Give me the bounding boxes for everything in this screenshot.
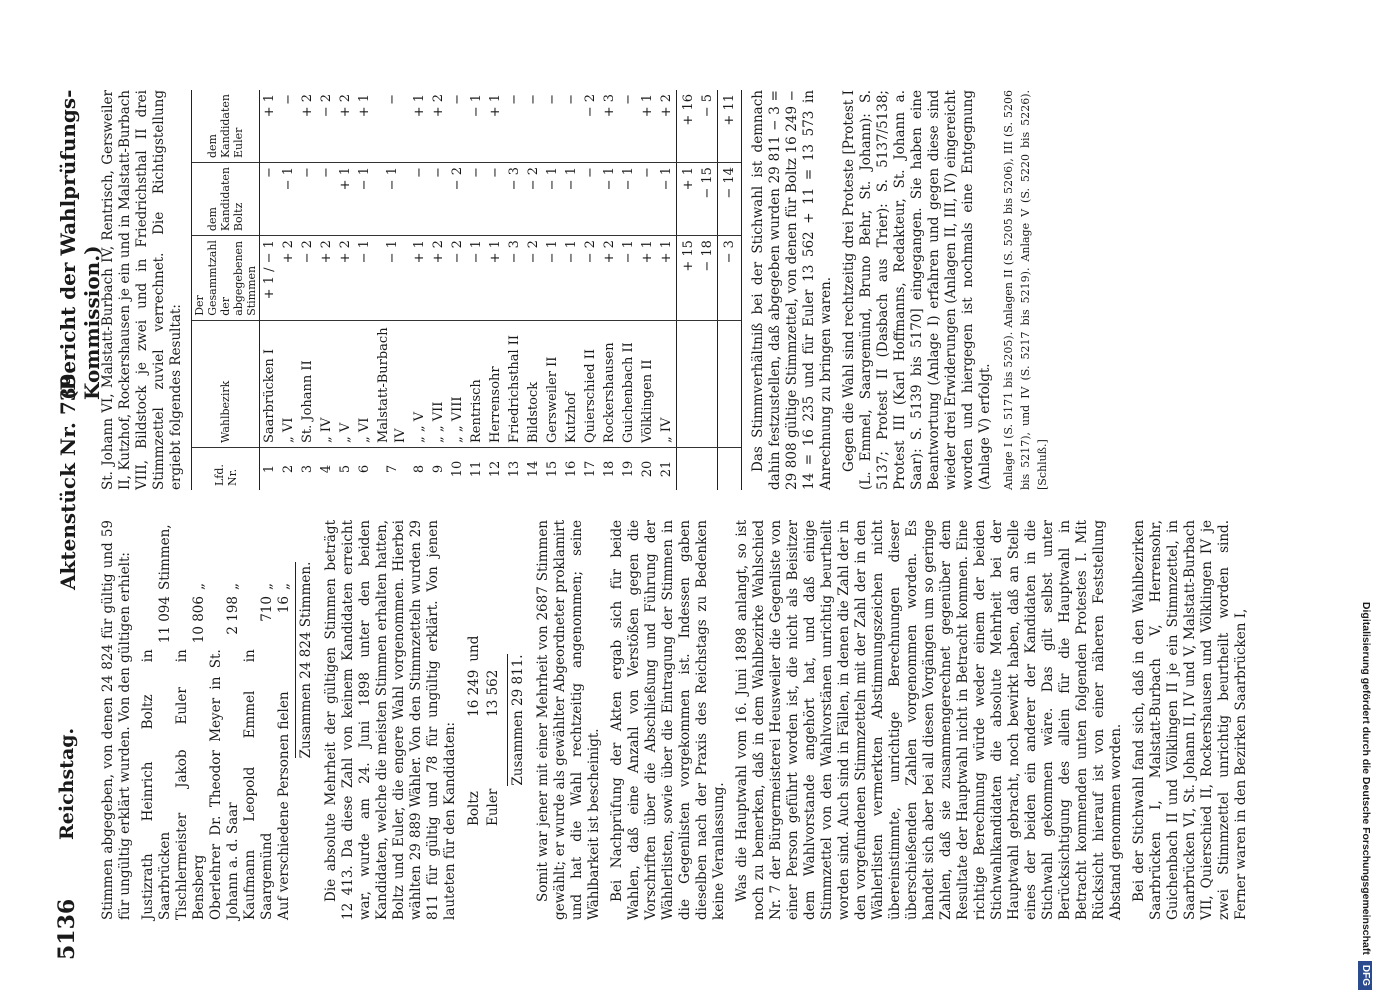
district-name: Rockershausen: [600, 320, 619, 447]
total-cell: − 5: [698, 90, 718, 163]
candidate-votes: 11 094: [157, 596, 173, 644]
row-number: 3: [300, 464, 315, 474]
left-column: [100, 520, 1256, 920]
header-boltz: dem Kandidaten Boltz: [192, 163, 260, 236]
table-row: [429, 90, 448, 490]
district-name: Friedrichsthal II: [505, 320, 524, 447]
row-number: 16: [564, 460, 579, 478]
right-column: [100, 90, 1057, 490]
table-row: [657, 90, 677, 490]
total-change: − 1: [543, 236, 562, 321]
boltz-change: −: [638, 163, 657, 236]
total-change: + 2: [600, 236, 619, 321]
total-cell: + 1: [677, 163, 699, 236]
credit-text: Digitalisierung gefördert durch die Deutsche Forschungsgemeinschaft: [1360, 601, 1372, 955]
final-cell: + 11: [718, 90, 742, 163]
total-change: + 1: [410, 236, 429, 321]
total-change: + 1 / − 1: [260, 236, 280, 321]
row-number: 6: [357, 464, 372, 474]
total-change: − 1: [619, 236, 638, 321]
district-name: „ V: [336, 320, 355, 447]
row-number: 4: [319, 464, 334, 474]
boltz-change: −: [410, 163, 429, 236]
euler-change: − 2: [317, 90, 336, 163]
euler-change: + 1: [486, 90, 505, 163]
runoff-votes-table: [465, 610, 503, 830]
row-number: 13: [507, 460, 522, 478]
euler-change: −: [524, 90, 543, 163]
district-name: Völklingen II: [638, 320, 657, 447]
runoff-votes: 13 562: [485, 669, 501, 717]
table-row: [543, 90, 562, 490]
district-name: „ VI: [355, 320, 374, 447]
paragraph: Die absolute Mehrheit der gültigen Stimmen beträgt 12 413. Da diese Zahl von keinem Kandidaten erreicht war, wurde am 24. Juni 1898 unter den beiden Kandidaten, welche die meisten Stimmen erhalten hatten, Boltz und Euler, die engere Wahl vorgenommen. Hierbei wählten 29 889 Wähler. Von den Stimmzetteln wurden 29 811 für gültig und 78 für ungültig erklärt. Von jenen lauteten für den Kandidaten:: [323, 520, 458, 920]
boltz-change: −: [486, 163, 505, 236]
total-change: − 1: [467, 236, 486, 321]
euler-change: −: [562, 90, 581, 163]
row-number: 19: [621, 460, 636, 478]
runoff-sum-label: Zusammen: [510, 710, 526, 786]
paragraph: Gegen die Wahl sind rechtzeitig drei Proteste [Protest I (L. Emmel, Saargemünd, Bruno Behr, St. Johann): S. 5137; Protest II (Dasbach aus Trier): S. 5137/5138; Protest III (Karl Hoffmanns, Redakteur, St. Johann a. Saar): S. 5139 bis 5170] eingegangen. Sie haben eine Beantwortung (Anlage I) erfahren und gegen diese sind wieder drei Erwiderungen (Anlagen II, III, IV) eingereicht worden und hiergegen ist nochmals eine Entgegnung (Anlage V) erfolgt.: [841, 90, 993, 490]
row-number: 17: [583, 460, 598, 478]
euler-change: + 1: [355, 90, 374, 163]
header-nr: Lfd. Nr.: [192, 448, 260, 491]
row-number: 7: [384, 464, 400, 474]
total-change: + 2: [429, 236, 448, 321]
runoff-row: [484, 610, 503, 830]
district-name: „ IV: [657, 320, 677, 447]
dfg-logo: DFG: [1358, 961, 1372, 990]
total-change: − 2: [298, 236, 317, 321]
district-name: „ IV: [317, 320, 336, 447]
district-name: Herrensohr: [486, 320, 505, 447]
euler-change: + 2: [298, 90, 317, 163]
candidate-sum: [295, 520, 315, 920]
candidate-votes: 710: [259, 596, 275, 622]
total-cell: + 15: [677, 236, 699, 321]
total-cell: − 18: [698, 236, 718, 321]
row-number: 21: [659, 460, 674, 478]
euler-change: −: [448, 90, 467, 163]
district-name: St. Johann II: [298, 320, 317, 447]
row-number: 11: [469, 460, 484, 478]
candidate-unit: Stimmen,: [157, 524, 173, 590]
runoff-row: [465, 610, 484, 830]
row-number: 18: [602, 460, 617, 478]
table-row: [505, 90, 524, 490]
table-row: [600, 90, 619, 490]
district-name: „ „ VII: [429, 320, 448, 447]
paragraph: Bei der Stichwahl fand sich, daß in den Wahlbezirken Saarbrücken I, Malstatt-Burbach V, Herrensohr, Guichenbach II und Völklingen II je ein Stimmzettel, in Saarbrücken VI, St. Johann II, IV und V, Malstatt-Burbach VII, Quierschied II, Rockershausen und Völklingen IV je zwei Stimmzettel unrichtig beurtheilt worden sind. Ferner waren in den Bezirken Saarbrücken I,: [1131, 520, 1249, 920]
row-number: 20: [640, 460, 655, 478]
district-name: Saarbrücken I: [260, 320, 280, 447]
final-row: [718, 90, 742, 490]
runoff-sum-value: 29 811.: [510, 654, 526, 706]
boltz-change: − 1: [600, 163, 619, 236]
row-number: 1: [262, 464, 277, 474]
candidate-unit: „: [225, 583, 241, 590]
table-row: [279, 90, 298, 490]
candidate-row: [174, 520, 208, 920]
euler-change: − 1: [467, 90, 486, 163]
total-change: − 1: [355, 236, 374, 321]
euler-change: + 3: [600, 90, 619, 163]
candidate-name: Oberlehrer Dr. Theodor Meyer in St. Johann a. d. Saar: [208, 649, 241, 920]
paragraph: Das Stimmverhältniß bei der Stichwahl ist demnach dahin festzustellen, daß abgegeben wurden 29 811 − 3 = 29 808 gültige Stimmzettel, von denen für Boltz 16 249 − 14 = 16 235 und für Euler 13 562 + 11 = 13 573 in Anrechnung zu bringen waren.: [750, 90, 834, 490]
paragraph: Bei Nachprüfung der Akten ergab sich für beide Wahlen, daß eine Anzahl von Verstößen gegen die Vorschriften über die Abschließung und Führung der Wählerlisten, sowie über die Eintragung der Stimmen in die Gegenlisten vorgekommen ist. Indessen gaben dieselben nach der Praxis des Reichstags zu Bedenken keine Veranlassung.: [609, 520, 727, 920]
document-number: Aktenstück Nr. 739.: [56, 366, 80, 590]
header-euler: dem Kandidaten Euler: [192, 90, 260, 163]
publisher-label: Reichstag.: [56, 727, 78, 840]
candidate-name: Kaufmann Leopold Emmel in Saargemünd: [242, 649, 275, 920]
district-name: Gersweiler II: [543, 320, 562, 447]
runoff-suffix: und: [466, 635, 482, 662]
table-row: [317, 90, 336, 490]
table-row: [355, 90, 374, 490]
runoff-name: Euler: [485, 788, 501, 826]
total-cell: + 16: [677, 90, 699, 163]
runoff-votes: 16 249: [466, 669, 482, 717]
table-row: [562, 90, 581, 490]
district-name: Kutzhof: [562, 320, 581, 447]
candidate-votes: 2 198: [225, 596, 241, 635]
district-name: Guichenbach II: [619, 320, 638, 447]
candidate-votes: 10 806: [191, 596, 207, 644]
digitization-credit: [1355, 0, 1383, 1000]
margin-notes: Anlage I (S. 5171 bis 5205). Anlagen II (S. 5205 bis 5206), III (S. 5206 bis 5217), und IV (S. 5217 bis 5219). Anlage V (S. 5220 bis 5226). [Schluß.]: [1002, 90, 1049, 490]
total-change: + 1: [638, 236, 657, 321]
boltz-change: −: [298, 163, 317, 236]
candidate-row: [208, 520, 242, 920]
boltz-change: − 1: [355, 163, 374, 236]
total-change: + 2: [336, 236, 355, 321]
report-title: (Bericht der Wahlprüfungs-Kommission.): [56, 89, 104, 400]
euler-change: + 2: [657, 90, 677, 163]
boltz-change: − 3: [505, 163, 524, 236]
euler-change: −: [374, 90, 410, 163]
paragraph: St. Johann VI, Malstatt-Burbach IV, Rentrisch, Gersweiler II, Kutzhof, Rockershausen je ein und in Malstatt-Burbach VIII, Bildstock je zwei und in Friedrichsthal II drei Stimmzettel zuviel verrechnet. Die Richtigstellung ergiebt folgendes Resultat:: [100, 90, 184, 490]
boltz-change: − 2: [524, 163, 543, 236]
paragraph: Stimmen abgegeben, von denen 24 824 für gültig und 59 für ungültig erklärt wurden. Von den gültigen erhielt:: [100, 520, 133, 920]
total-change: − 1: [562, 236, 581, 321]
total-change: − 2: [448, 236, 467, 321]
district-name: Rentrisch: [467, 320, 486, 447]
euler-change: + 1: [410, 90, 429, 163]
boltz-change: −: [317, 163, 336, 236]
district-name: Bildstock: [524, 320, 543, 447]
table-row: [467, 90, 486, 490]
boltz-change: − 1: [543, 163, 562, 236]
boltz-change: −: [467, 163, 486, 236]
final-cell: − 14: [718, 163, 742, 236]
candidate-unit: „: [191, 583, 207, 590]
row-number: 15: [545, 460, 560, 478]
page-header: [50, 40, 104, 960]
district-name: „ „ VIII: [448, 320, 467, 447]
candidate-votes: 16: [276, 596, 292, 614]
candidate-unit: „: [259, 583, 275, 590]
candidate-votes-table: [140, 520, 293, 920]
total-change: − 1: [374, 236, 410, 321]
paragraph: Somit war jener mit einer Mehrheit von 2687 Stimmen gewählt; er wurde als gewählter Abgeordneter proklamirt und hat die Wahl rechtzeitig angenommen; seine Wählbarkeit ist bescheinigt.: [535, 520, 602, 920]
table-row: [486, 90, 505, 490]
paragraph: Was die Hauptwahl vom 16. Juni 1898 anlangt, so ist noch zu bemerken, daß in dem Wahlbezirke Wahlschied Nr. 7 der Bürgermeisterei Heusweiler die Gegenliste von einer Person geführt worden ist, die nicht als Beisitzer dem Wahlvorstande angehört hat, und daß einige Stimmzettel von den Wahlvorstänen unrichtig beurtheilt worden sind. Auch sind in Fällen, in denen die Zahl der in den vorgefundenen Stimmzetteln mit der Zahl der in den Wählerlisten vermerkten Abstimmungszeichen nicht übereinstimmte, unrichtige Berechnungen dieser überschießenden Zahlen vorgenommen worden. Es handelt sich aber bei all diesen Vorgängen um so geringe Zahlen, daß sie zusammengerechnet gegenüber dem Resultate der Hauptwahl nicht in Betracht kommen. Eine richtige Berechnung würde weder einem der beiden Stichwahlkandidaten die absolute Mehrheit bei der Hauptwahl gebracht, noch bewirkt haben, daß an Stelle eines der beiden ein anderer der Kandidaten in die Stichwahl gekommen wäre. Das gilt selbst unter Berücksichtigung des allein für die Hauptwahl in Betracht kommenden unten folgenden Protestes I. Mit Rücksicht hierauf ist von einer näheren Feststellung Abstand genommen worden.: [734, 520, 1124, 920]
totals-minus-row: [698, 90, 718, 490]
candidate-row: [276, 520, 293, 920]
runoff-name: Boltz: [466, 791, 482, 826]
boltz-change: − 1: [619, 163, 638, 236]
row-number: 8: [412, 464, 427, 474]
candidate-row: [242, 520, 276, 920]
total-change: + 1: [486, 236, 505, 321]
district-name: „ VI: [279, 320, 298, 447]
candidate-row: [140, 520, 174, 920]
total-change: − 2: [524, 236, 543, 321]
table-row: [336, 90, 355, 490]
boltz-change: − 1: [562, 163, 581, 236]
boltz-change: − 1: [657, 163, 677, 236]
total-change: + 2: [317, 236, 336, 321]
boltz-change: − 1: [374, 163, 410, 236]
boltz-change: − 2: [448, 163, 467, 236]
table-row: [524, 90, 543, 490]
sum-value: 24 824 Stimmen.: [298, 561, 314, 679]
euler-change: + 2: [336, 90, 355, 163]
euler-change: −: [619, 90, 638, 163]
total-change: − 3: [505, 236, 524, 321]
boltz-change: −: [429, 163, 448, 236]
table-row: [298, 90, 317, 490]
final-cell: − 3: [718, 236, 742, 321]
row-number: 2: [281, 464, 296, 474]
correction-table: [191, 90, 742, 490]
row-number: 10: [450, 460, 465, 478]
euler-change: −: [543, 90, 562, 163]
candidate-unit: „: [276, 583, 292, 590]
total-change: + 2: [279, 236, 298, 321]
runoff-sum: [507, 520, 527, 920]
total-cell: − 15: [698, 163, 718, 236]
district-name: Quierschied II: [581, 320, 600, 447]
euler-change: − 2: [581, 90, 600, 163]
runoff-suffix: [484, 610, 503, 666]
euler-change: + 2: [429, 90, 448, 163]
row-number: 9: [431, 464, 446, 474]
row-number: 5: [338, 464, 353, 474]
boltz-change: + 1: [336, 163, 355, 236]
euler-change: + 1: [260, 90, 280, 163]
candidate-name: Tischlermeister Jakob Euler in Bensberg: [174, 649, 207, 920]
table-row: [581, 90, 600, 490]
district-name: „ „ V: [410, 320, 429, 447]
page-number: 5136: [54, 898, 80, 960]
sum-label: Zusammen: [298, 683, 314, 759]
district-name: Malstatt-Burbach IV: [374, 320, 410, 447]
table-row: [260, 90, 280, 490]
total-change: + 1: [657, 236, 677, 321]
boltz-change: −: [260, 163, 280, 236]
boltz-change: −: [581, 163, 600, 236]
total-change: − 2: [581, 236, 600, 321]
header-bezirk: Wahlbezirk: [192, 320, 260, 447]
table-row: [448, 90, 467, 490]
candidate-name: Auf verschiedene Personen fielen: [276, 691, 292, 920]
table-row: [374, 90, 410, 490]
totals-plus-row: [677, 90, 699, 490]
table-row: [410, 90, 429, 490]
row-number: 14: [526, 460, 541, 478]
euler-change: + 1: [638, 90, 657, 163]
candidate-name: Justizrath Heinrich Boltz in Saarbrücken: [140, 649, 173, 920]
euler-change: −: [505, 90, 524, 163]
table-row: [619, 90, 638, 490]
header-total: Der Gesammtzahl der abgegebenen Stimmen: [192, 236, 260, 321]
row-number: 12: [488, 460, 503, 478]
table-row: [638, 90, 657, 490]
euler-change: −: [279, 90, 298, 163]
boltz-change: − 1: [279, 163, 298, 236]
